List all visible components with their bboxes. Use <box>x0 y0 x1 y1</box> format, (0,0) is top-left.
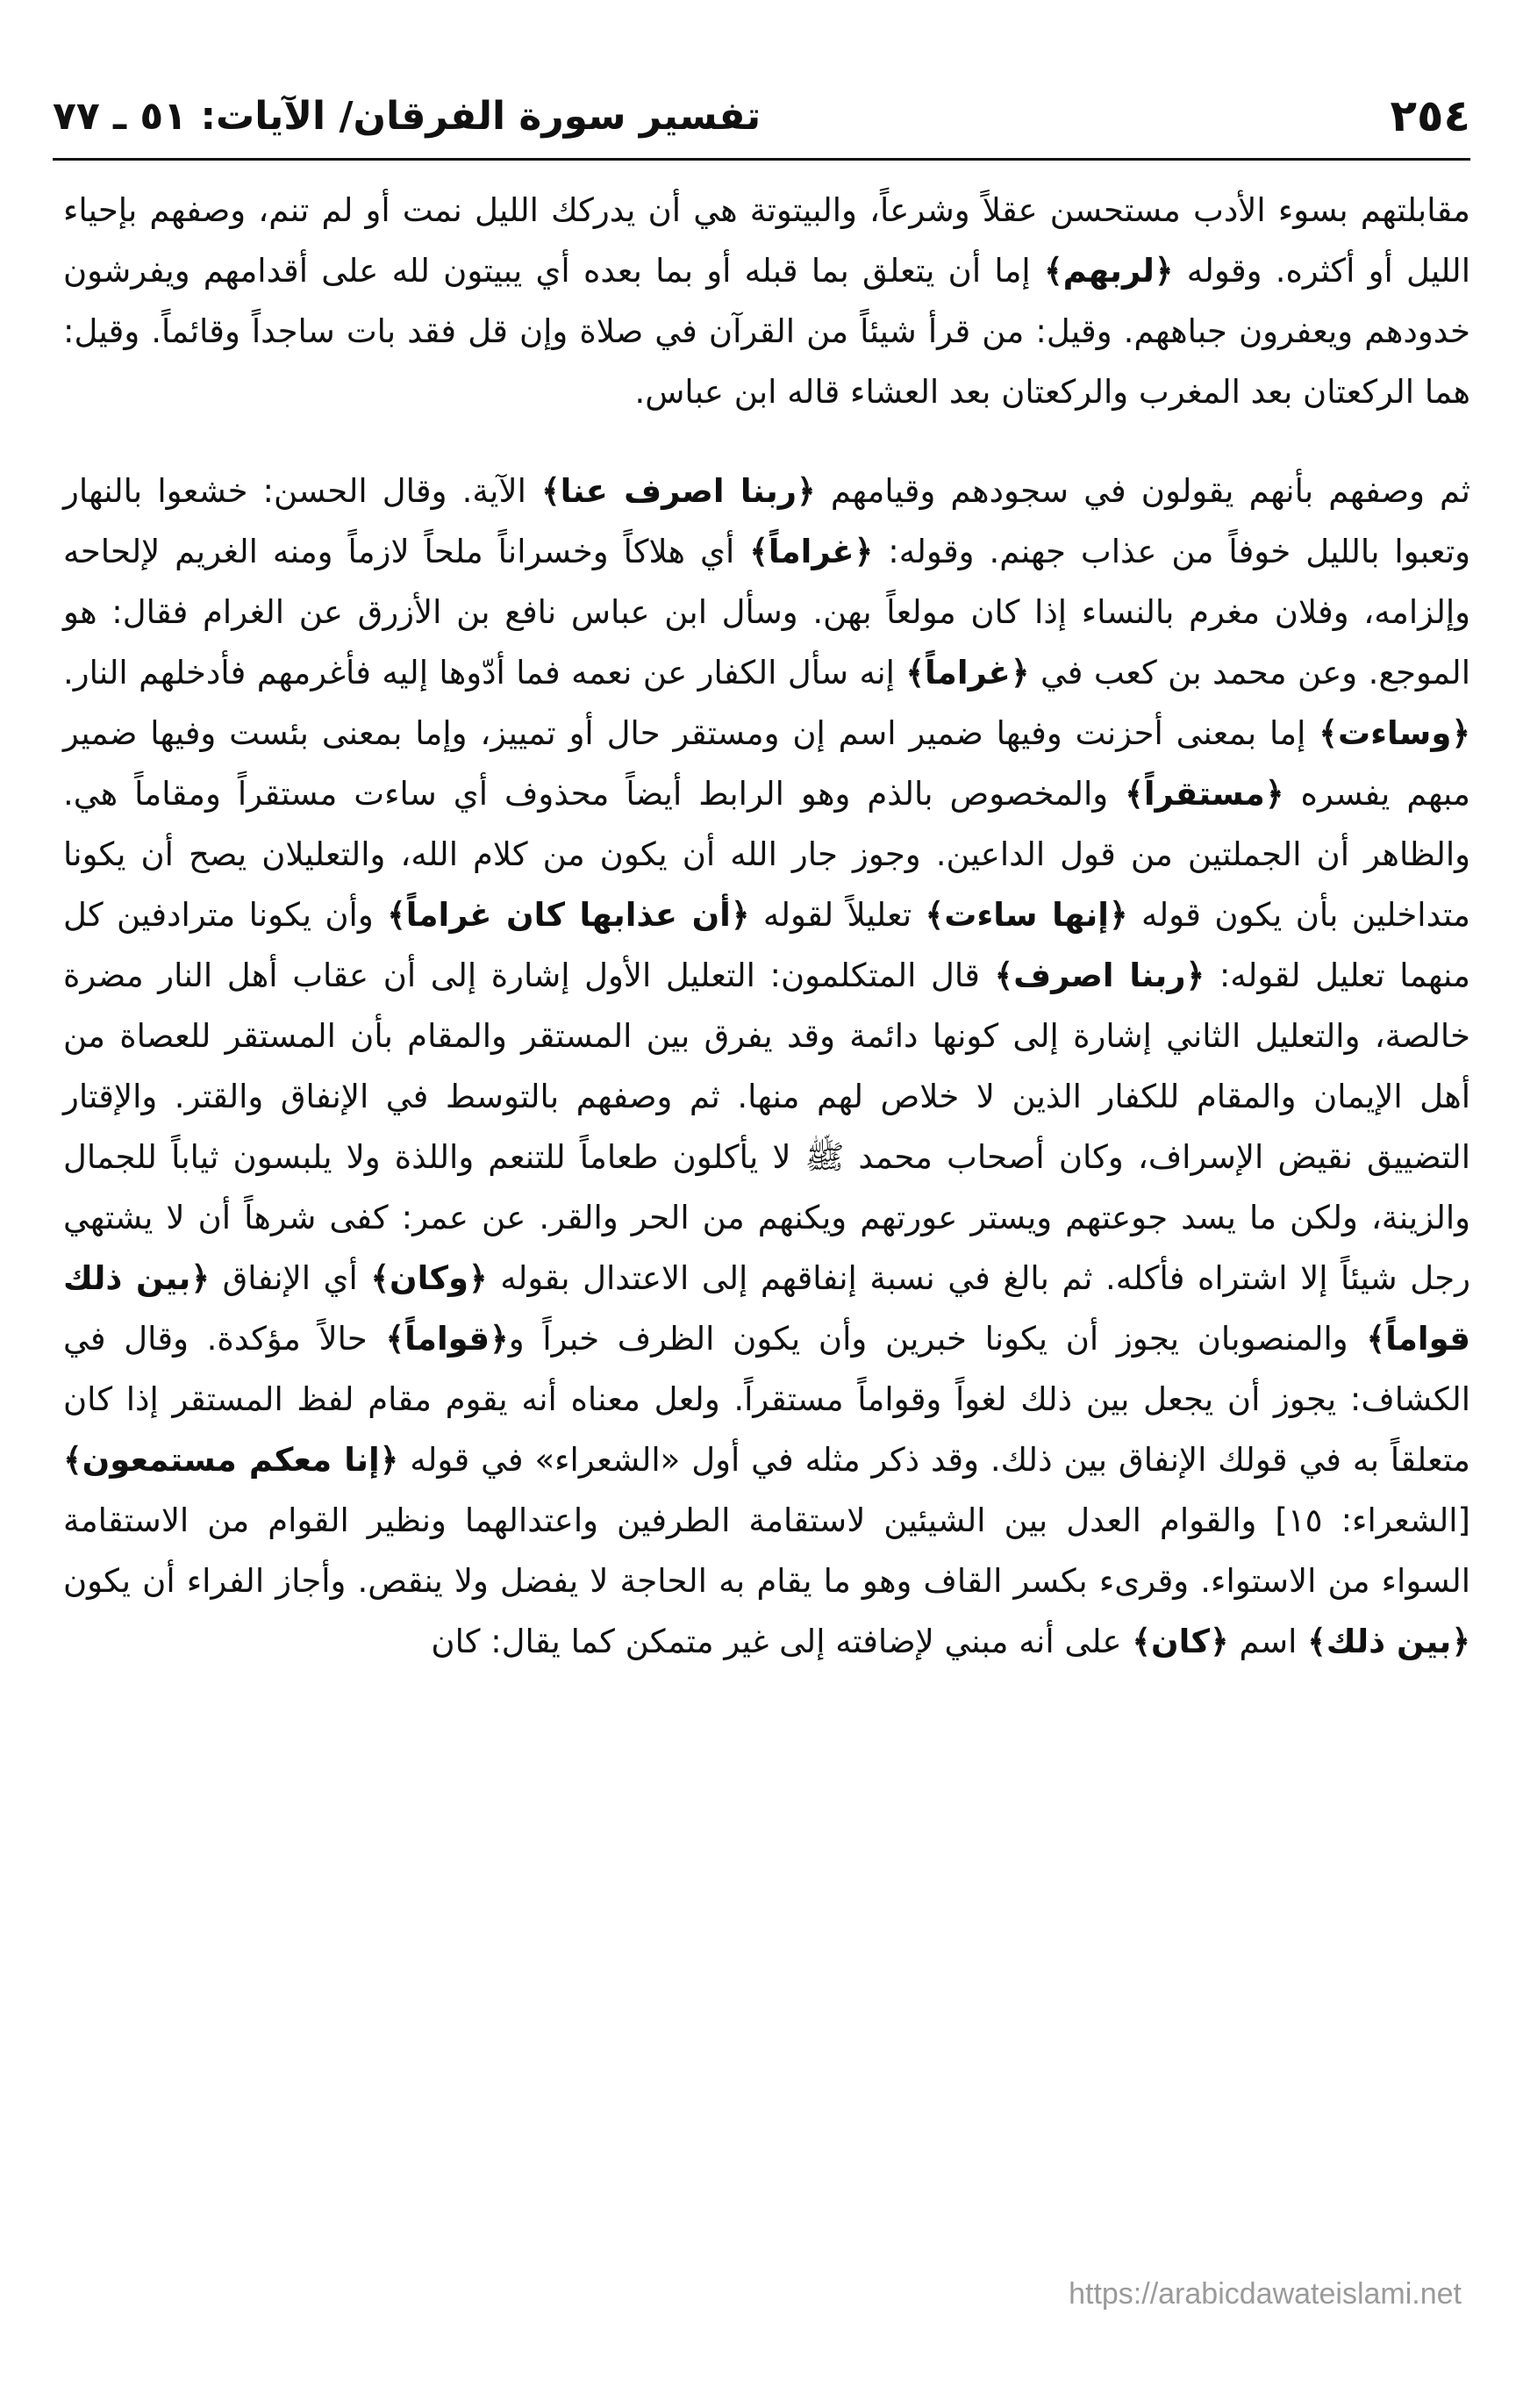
text-run: إما بمعنى أحزنت وفيها ضمير اسم إن ومستقر حال أو تمييز، وإما بمعنى بئست وفيها ضمير مبهم يفسره <box>63 714 1470 813</box>
text-run: إما أن يتعلق بما قبله أو بما بعده أي يبيتون لله على أقدامهم ويفرشون خدودهم ويعفرون جباههم. وقيل: من قرأ شيئاً من القرآن في صلاة وإن قل فقد بات ساجداً وقائماً. وقيل: هما الركعتان بعد المغرب والركعتان بعد العشاء قاله ابن عباس. <box>63 252 1470 411</box>
quran-quote: ﴿وكان﴾ <box>370 1259 488 1297</box>
text-run: حالاً مؤكدة. وقال في الكشاف: يجوز أن يجعل بين ذلك لغواً وقواماً مستقراً. ولعل معناه أنه يقوم مقام لفظ المستقر إذا كان متعلقاً به في قولك الإنفاق بين ذلك. وقد ذكر مثله في أول «الشعراء» في قوله <box>63 1320 1470 1479</box>
paragraph <box>63 180 1470 422</box>
running-header <box>53 81 1470 161</box>
text-run: أي الإنفاق <box>210 1259 371 1297</box>
header-title: تفسير سورة الفرقان/ الآيات: ٥١ ـ ٧٧ <box>53 93 762 139</box>
page-number: ٢٥٤ <box>1390 90 1470 141</box>
quran-quote: ﴿إنا معكم مستمعون﴾ <box>63 1441 399 1479</box>
text-run: وأن يكونا مترادفين كل منهما تعليل لقوله: <box>63 896 1470 994</box>
quran-quote: ﴿غراماً﴾ <box>749 533 874 570</box>
watermark-url: https://arabicdawateislami.net <box>1069 2277 1462 2311</box>
quran-quote: ﴿مستقراً﴾ <box>1125 775 1284 813</box>
text-run: أي هلاكاً وخسراناً ملحاً لازماً ومنه الغريم لإلحاحه وإلزامه، وفلان مغرم بالنساء إذا كان مولعاً بهن. وسأل ابن عباس نافع بن الأزرق عن الغرام فقال: هو الموجع. وعن محمد بن كعب في <box>63 533 1470 692</box>
quran-quote: ﴿كان﴾ <box>1132 1623 1229 1660</box>
quran-quote: ﴿ربنا اصرف﴾ <box>994 957 1205 994</box>
text-run: [الشعراء: ١٥] والقوام العدل بين الشيئين لاستقامة الطرفين واعتدالهما ونظير القوام من الاستقامة السواء من الاستواء. وقرىء بكسر القاف وهو ما يقام به الحاجة لا يفضل ولا ينقص. وأجاز الفراء أن يكون <box>63 1501 1470 1600</box>
text-run: على أنه مبني لإضافته إلى غير متمكن كما يقال: كان <box>431 1623 1133 1660</box>
quran-quote: ﴿غراماً﴾ <box>905 654 1030 692</box>
text-run: ثم وصفهم بأنهم يقولون في سجودهم وقيامهم <box>815 472 1470 510</box>
quran-quote: ﴿بين ذلك قواماً﴾ <box>63 1259 1470 1358</box>
text-run: والمنصوبان يجوز أن يكونا خبرين وأن يكون الظرف خبراً و <box>508 1320 1367 1358</box>
text-run: والمخصوص بالذم وهو الرابط أيضاً محذوف أي ساءت مستقراً ومقاماً هي. والظاهر أن الجملتين من قول الداعين. وجوز جار الله أن يكون من كلام الله، والتعليلان يصح أن يكونا متداخلين بأن يكون قوله <box>63 775 1470 934</box>
text-run: مقابلتهم بسوء الأدب مستحسن عقلاً وشرعاً، والبيتوتة هي أن يدركك الليل نمت أو لم تنم، وصفهم بإحياء الليل أو أكثره. وقوله <box>63 191 1470 290</box>
text-run: إنه سأل الكفار عن نعمه فما أدّوها إليه فأغرمهم فأدخلهم النار. <box>63 654 906 692</box>
quran-quote: ﴿وساءت﴾ <box>1319 714 1470 752</box>
quran-quote: ﴿ربنا اصرف عنا﴾ <box>540 472 816 510</box>
quran-quote: ﴿قواماً﴾ <box>385 1320 509 1358</box>
paragraph <box>63 461 1470 1672</box>
body-text <box>63 180 1470 1672</box>
text-run: قال المتكلمون: التعليل الأول إشارة إلى أن عقاب أهل النار مضرة خالصة، والتعليل الثاني إشارة إلى كونها دائمة وقد يفرق بين المستقر والمقام بأن المستقر للعصاة من أهل الإيمان والمقام للكفار الذين لا خلاص لهم منها. ثم وصفهم بالتوسط في الإنفاق والقتر. والإقتار التضييق نقيض الإسراف، وكان أصحاب محمد ﷺ لا يأكلون طعاماً للتنعم واللذة ولا يلبسون ثياباً للجمال والزينة، ولكن ما يسد جوعتهم ويستر عورتهم ويكنهم من الحر والقر. عن عمر: كفى شرهاً أن لا يشتهي رجل شيئاً إلا اشتراه فأكله. ثم بالغ في نسبة إنفاقهم إلى الاعتدال بقوله <box>63 957 1471 1297</box>
text-run: تعليلاً لقوله <box>749 896 926 934</box>
quran-quote: ﴿لربهم﴾ <box>1043 252 1174 290</box>
quran-quote: ﴿بين ذلك﴾ <box>1307 1623 1470 1660</box>
text-run: اسم <box>1228 1623 1308 1660</box>
quran-quote: ﴿أن عذابها كان غراماً﴾ <box>387 896 750 934</box>
text-run: الآية. وقال الحسن: خشعوا بالنهار وتعبوا بالليل خوفاً من عذاب جهنم. وقوله: <box>63 472 1470 570</box>
quran-quote: ﴿إنها ساءت﴾ <box>925 896 1128 934</box>
